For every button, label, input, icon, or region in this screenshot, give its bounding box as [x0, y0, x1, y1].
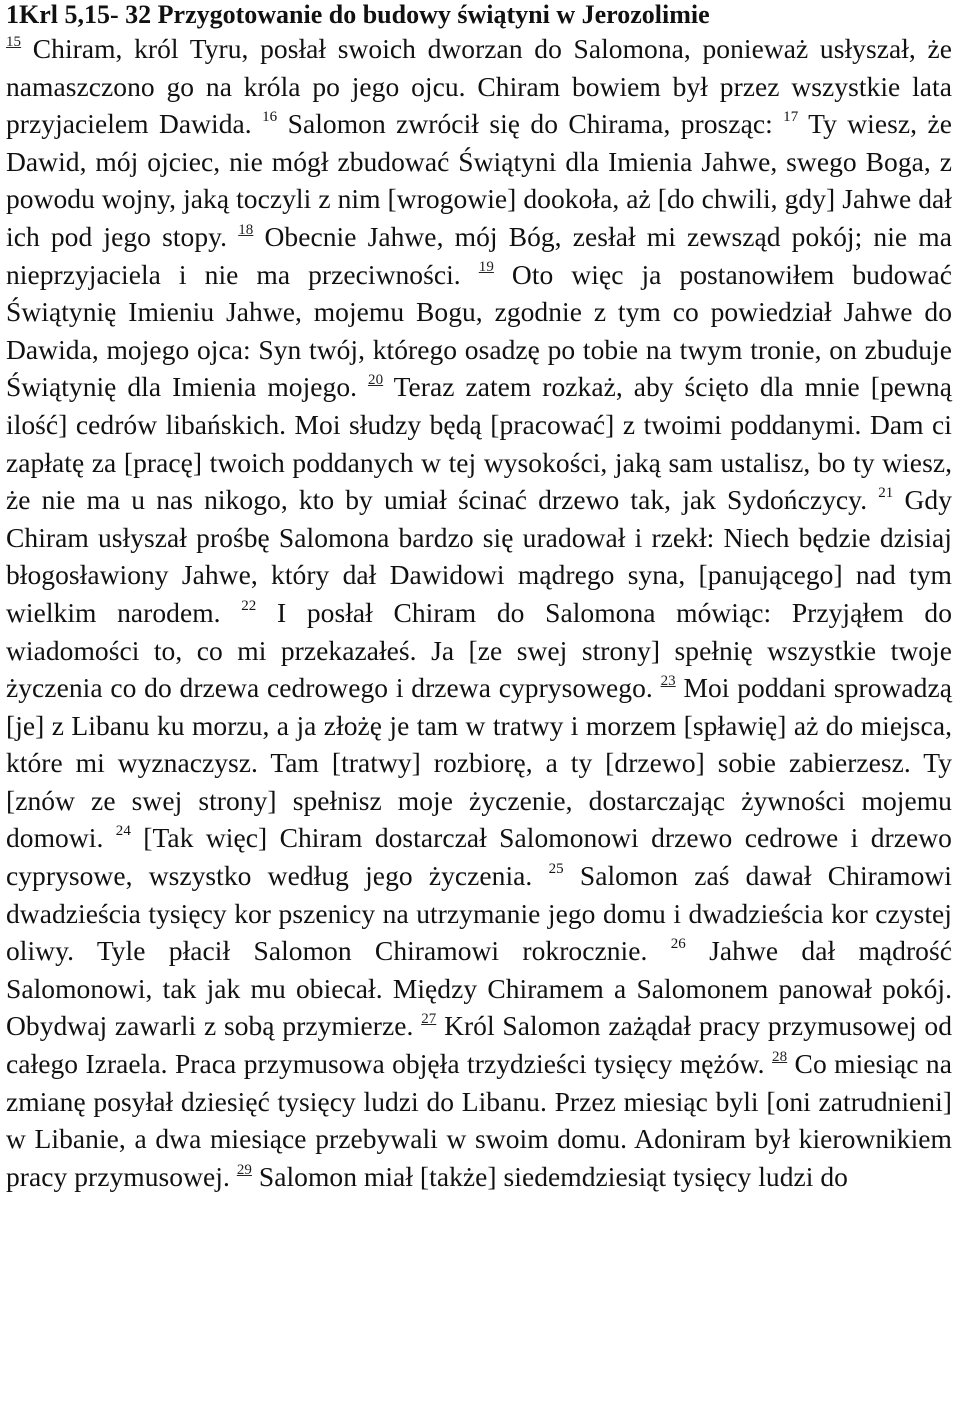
verse-text: Co miesiąc na zmianę posyłał dziesięć tysięcy ludzi do Libanu. Przez miesiąc byli [oni zatrudnieni] w Libanie, a dwa miesiące przebywali w swoim domu. Adoniram był kierownikiem pracy przymusowej.	[6, 1048, 952, 1192]
verse-text: Ty wiesz, że Dawid, mój ojciec, nie mógł zbudować Świątyni dla Imienia Jahwe, swego Boga, z powodu wojny, jaką toczyli z nim [wrogowie] dookoła, aż [do chwili, gdy] Jahwe dał ich pod jego stopy.	[6, 108, 952, 252]
document-page	[6, 0, 952, 1195]
verse-text: I posłał Chiram do Salomona mówiąc: Przyjąłem do wiadomości to, co mi przekazałeś. Ja [ze swej strony] spełnię wszystkie twoje życzenia co do drzewa cedrowego i drzewa cyprysowego.	[6, 596, 952, 704]
verse-number[interactable]: 15	[6, 33, 22, 50]
verse-number: 22	[241, 597, 257, 614]
verse-16	[262, 108, 773, 139]
verse-number: 25	[548, 860, 564, 877]
verse-number[interactable]: 28	[772, 1048, 788, 1065]
verse-number[interactable]: 18	[238, 221, 254, 238]
verse-text: Gdy Chiram usłyszał prośbę Salomona bardzo się uradował i rzekł: Niech będzie dzisiaj błogosławiony Jahwe, który dał Dawidowi mądrego syna, [panującego] nad tym wielkim narodem.	[6, 484, 952, 628]
page-title: 1Krl 5,15- 32 Przygotowanie do budowy świątyni w Jerozolimie	[6, 0, 710, 29]
verse-text: Moi poddani sprowadzą [je] z Libanu ku morzu, a ja złożę je tam w tratwy i morzem [spławię] aż do miejsca, które mi wyznaczysz. Tam [tratwy] rozbiorę, a ty [drzewo] sobie zabierzesz. Ty [znów ze swej strony] spełnisz moje życzenie, dostarczając żywności mojemu domowi.	[6, 672, 952, 854]
verse-text: Król Salomon zażądał pracy przymusowej od całego Izraela. Praca przymusowa objęła trzydzieści tysięcy mężów.	[6, 1010, 952, 1080]
verse-29	[237, 1161, 848, 1192]
verse-text: Salomon miał [także] siedemdziesiąt tysięcy ludzi do	[258, 1160, 848, 1192]
verse-text: Chiram, król Tyru, posłał swoich dworzan do Salomona, ponieważ usłyszał, że namaszczono go na króla po jego ojcu. Chiram bowiem był przez wszystkie lata przyjacielem Dawida.	[6, 33, 952, 140]
verse-number[interactable]: 29	[236, 1161, 252, 1178]
verse-text: [Tak więc] Chiram dostarczał Salomonowi drzewo cedrowe i drzewo cyprysowe, wszystko według jego życzenia.	[6, 822, 952, 892]
verse-number[interactable]: 23	[660, 672, 676, 689]
verse-text: Jahwe dał mądrość Salomonowi, tak jak mu obiecał. Między Chiramem a Salomonem panował pokój. Obydwaj zawarli z sobą przymierze.	[6, 935, 952, 1042]
verse-text: Salomon zwrócił się do Chirama, prosząc:	[287, 108, 773, 140]
verse-number: 26	[670, 936, 686, 953]
verse-number: 24	[115, 823, 131, 840]
verse-number: 21	[878, 484, 894, 501]
verse-number[interactable]: 20	[368, 372, 384, 389]
verse-text: Obecnie Jahwe, mój Bóg, zesłał mi zewsząd pokój; nie ma nieprzyjaciela i nie ma przeciwności.	[6, 220, 952, 290]
verse-number[interactable]: 19	[478, 259, 494, 276]
verse-text: Oto więc ja postanowiłem budować Świątynię Imieniu Jahwe, mojemu Bogu, zgodnie z tym co powiedział Jahwe do Dawida, mojego ojca: Syn twój, którego osadzę po tobie na twym tronie, on zbuduje Świątynię dla Imienia mojego.	[6, 258, 952, 403]
verse-number[interactable]: 27	[421, 1011, 437, 1028]
verse-number: 17	[783, 109, 799, 126]
verse-number: 16	[262, 109, 278, 126]
verse-text: Salomon zaś dawał Chiramowi dwadzieścia tysięcy kor pszenicy na utrzymanie jego domu i dwadzieścia kor czystej oliwy. Tyle płacił Salomon Chiramowi rokrocznie.	[6, 860, 952, 967]
scripture-text	[6, 30, 952, 1195]
verse-text: Teraz zatem rozkaż, aby ścięto dla mnie [pewną ilość] cedrów libańskich. Moi słudzy będą [pracować] z twoimi poddanymi. Dam ci zapłatę za [pracę] twoich poddanych w tej wysokości, jaką sam ustalisz, bo ty wiesz, że nie ma u nas nikogo, kto by umiał ścinać drzewo tak, jak Sydończycy.	[6, 371, 952, 516]
